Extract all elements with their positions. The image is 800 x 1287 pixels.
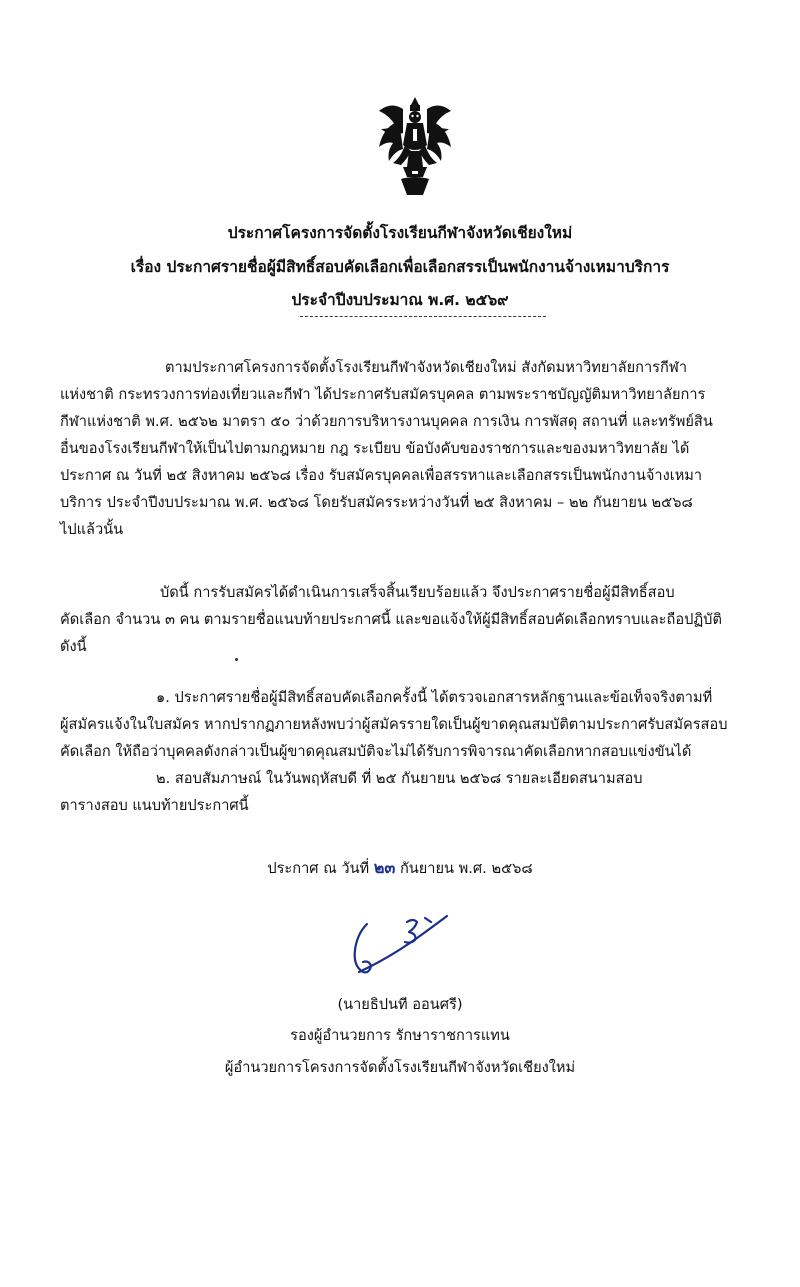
paragraph-line: ไปแล้วนั้น <box>60 521 124 538</box>
announcement-subject: เรื่อง ประกาศรายชื่อผู้มีสิทธิ์สอบคัดเลือกเพื่อเลือกสรรเป็นพนักงานจ้างเหมาบริการ <box>130 258 670 276</box>
signatory-position: รองผู้อำนวยการ รักษาราชการแทน <box>290 1027 510 1044</box>
paragraph-item-2 <box>60 765 776 819</box>
paragraph-line: ประกาศ ณ วันที่ ๒๕ สิงหาคม ๒๕๖๘ เรื่อง รับสมัครบุคคลเพื่อสรรหาและเลือกสรรเป็นพนักงานจ้างเหมา <box>60 467 703 484</box>
signatory-name: (นายธิปนที ออนศรี) <box>337 996 463 1013</box>
date-day-handwritten: ๒๓ <box>373 858 396 877</box>
paragraph-item-1 <box>60 684 776 765</box>
paragraph-line: ตารางสอบ แนบท้ายประกาศนี้ <box>60 797 249 814</box>
stray-mark <box>235 658 238 661</box>
garuda-emblem-icon <box>375 95 455 199</box>
paragraph-line: ผู้สมัครแจ้งในใบสมัคร หากปรากฏภายหลังพบว่าผู้สมัครรายใดเป็นผู้ขาดคุณสมบัติตามประกาศรับสมัครสอบ <box>60 716 728 733</box>
paragraph-line: อื่นของโรงเรียนกีฬาให้เป็นไปตามกฎหมาย กฎ ระเบียบ ข้อบังคับของราชการและของมหาวิทยาลัย ได้ <box>60 440 690 457</box>
paragraph-line: บริการ ประจำปีงบประมาณ พ.ศ. ๒๕๖๘ โดยรับสมัครระหว่างวันที่ ๒๕ สิงหาคม – ๒๒ กันยายน ๒๕๖๘ <box>60 494 693 511</box>
paragraph-line: ๒. สอบสัมภาษณ์ ในวันพฤหัสบดี ที่ ๒๕ กันยายน ๒๕๖๘ รายละเอียดสนามสอบ <box>156 770 643 787</box>
paragraph-line: ตามประกาศโครงการจัดตั้งโรงเรียนกีฬาจังหวัดเชียงใหม่ สังกัดมหาวิทยาลัยการกีฬา <box>165 359 688 376</box>
paragraph-line: บัดนี้ การรับสมัครได้ดำเนินการเสร็จสิ้นเรียบร้อยแล้ว จึงประกาศรายชื่อผู้มีสิทธิ์สอบ <box>160 584 675 601</box>
date-suffix: กันยายน พ.ศ. ๒๕๖๘ <box>399 860 533 877</box>
paragraph-line: ๑. ประกาศรายชื่อผู้มีสิทธิ์สอบคัดเลือกครั้งนี้ ได้ตรวจเอกสารหลักฐานและข้อเท็จจริงตามที่ <box>156 689 713 706</box>
paragraph-line: ดังนี้ <box>60 638 87 655</box>
signatory-title: ผู้อำนวยการโครงการจัดตั้งโรงเรียนกีฬาจังหวัดเชียงใหม่ <box>224 1059 576 1076</box>
paragraph-announcement <box>60 579 776 660</box>
paragraph-line: กีฬาแห่งชาติ พ.ศ. ๒๕๖๒ มาตรา ๕๐ ว่าด้วยการบริหารงานบุคคล การเงิน การพัสดุ สถานที่ และทรัพย์สิน <box>60 413 713 430</box>
date-prefix: ประกาศ ณ วันที่ <box>267 860 370 877</box>
paragraph-background <box>60 354 776 543</box>
fiscal-year-line: ประจำปีงบประมาณ พ.ศ. ๒๕๖๙ <box>291 291 509 309</box>
signature-icon <box>345 910 465 988</box>
announcement-title: ประกาศโครงการจัดตั้งโรงเรียนกีฬาจังหวัดเชียงใหม่ <box>227 224 573 242</box>
paragraph-line: แห่งชาติ กระทรวงการท่องเที่ยวและกีฬา ได้ประกาศรับสมัครบุคคล ตามพระราชบัญญัติมหาวิทยาลัยการ <box>60 386 706 403</box>
title-divider <box>300 316 546 317</box>
paragraph-line: คัดเลือก จำนวน ๓ คน ตามรายชื่อแนบท้ายประกาศนี้ และขอแจ้งให้ผู้มีสิทธิ์สอบคัดเลือกทราบและถือปฏิบัติ <box>60 611 722 628</box>
announcement-date <box>0 855 800 882</box>
paragraph-line: คัดเลือก ให้ถือว่าบุคคลดังกล่าวเป็นผู้ขาดคุณสมบัติจะไม่ได้รับการพิจารณาคัดเลือกหากสอบแข่งขันได้ <box>60 743 692 760</box>
